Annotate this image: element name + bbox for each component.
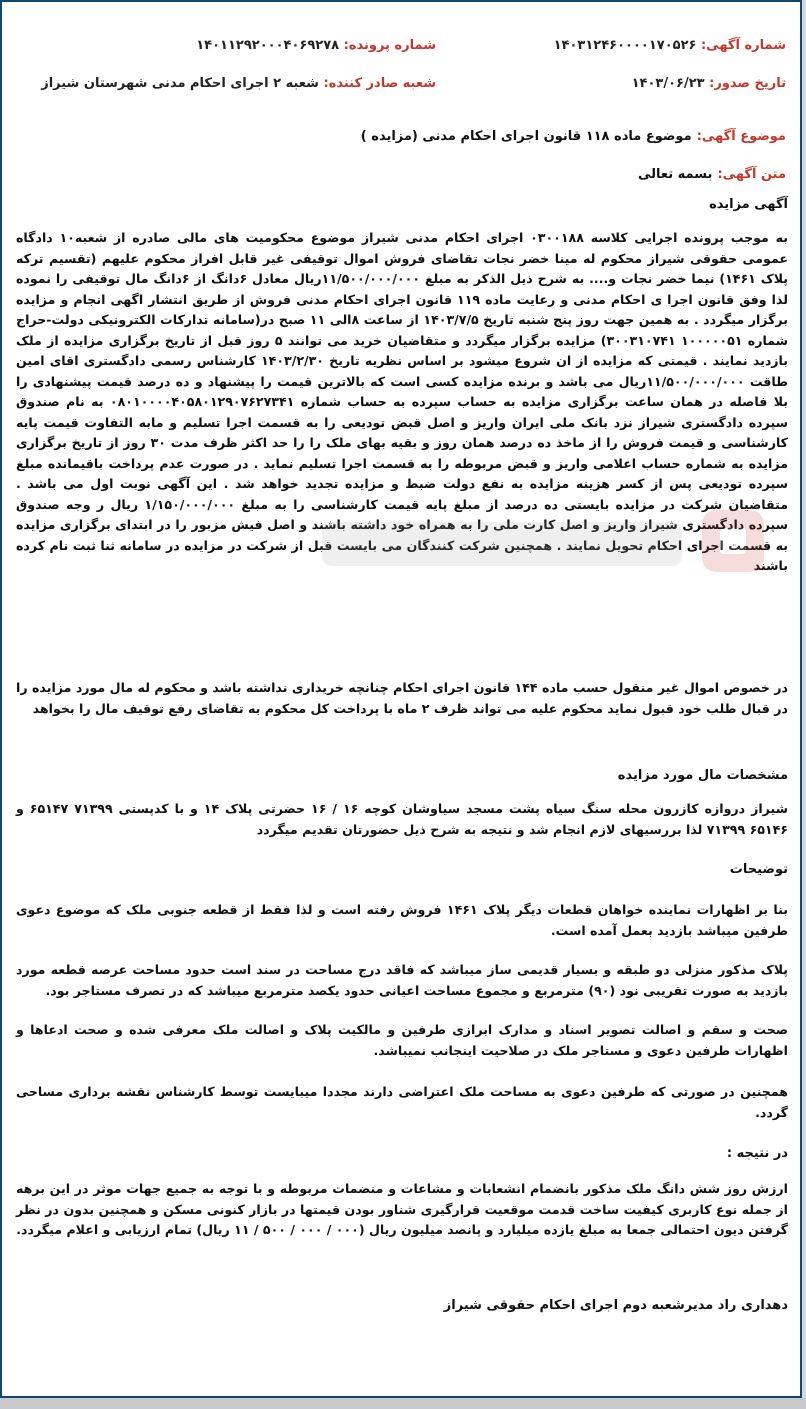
issue-date-label: تاریخ صدور: <box>709 76 786 91</box>
result-heading: در نتیجه : <box>726 1146 788 1161</box>
signature: دهداری راد مدیرشعبه دوم اجرای احکام حقوقی شیراز <box>443 1298 788 1313</box>
case-number-label: شماره پرونده: <box>343 38 436 53</box>
subject-label: موضوع آگهی: <box>696 129 786 144</box>
result-text: ارزش روز شش دانگ ملک مذکور بانضمام انشعابات و مشاعات و منضمات مربوطه و با توجه به جمیع جهات موثر در این برهه از جمله نوع کاربری کیفیت ساخت قدمت موقعیت قرارگیری شناور بودن قیمتها در بازار کنونی مسکن و همچنین بدون در نظر گرفتن دیون احتمالی جمعا به مبلغ یازده میلیارد و پانصد میلیون ریال (۰۰۰ / ۰۰۰ / ۵۰۰ / ۱۱ ریال) تمام ارزیابی و اعلام میگردد. <box>16 1181 788 1237</box>
note-2: پلاک مذکور منزلی دو طبقه و بسیار قدیمی ساز میباشد که فاقد درج مساحت در سند است حدود مساحت عرصه قطعه مورد بازدید به صورت تقریبی نود (۹۰) مترمربع و مجموع مساحت اعیانی حدود یکصد مترمربع میباشد که در تصرف مستاجر بود. <box>16 962 788 998</box>
case-number-row <box>196 38 436 53</box>
property-heading: مشخصات مال مورد مزایده <box>617 768 788 783</box>
note-1: بنا بر اظهارات نماینده خواهان قطعات دیگر پلاک ۱۴۶۱ فروش رفته است و لذا فقط از قطعه جنوبی ملک که موضوع دعوی طرفین میباشد بازدید بعمل آمده است. <box>16 902 789 938</box>
case-number-value: ۱۴۰۱۱۲۹۲۰۰۰۴۰۶۹۲۷۸ <box>196 38 340 53</box>
note-4: همچنین در صورتی که طرفین دعوی به مساحت ملک اعتراضی دارند مجددا میبایست توسط کارشناس نقشه برداری مساحی گردد. <box>16 1084 788 1120</box>
property-text: شیراز دروازه کازرون محله سنگ سیاه پشت مسجد سیاوشان کوچه ۱۶ / ۱۶ حضرتی پلاک ۱۴ و با کدپستی ۷۱۳۹۹ ۶۵۱۴۷ و ۶۵۱۴۶ ۷۱۳۹۹ لذا بررسیهای لازم انجام شد و نتیجه به شرح ذیل حضورتان تقدیم میگردد <box>16 801 788 837</box>
issue-date-row <box>632 76 786 91</box>
ad-number-row <box>554 38 786 53</box>
issuing-branch-value: شعبه ۲ اجرای احکام مدنی شهرستان شیراز <box>41 76 319 91</box>
text-row <box>16 163 786 182</box>
article-144-paragraph: در خصوص اموال غیر منقول حسب ماده ۱۴۴ قانون اجرای احکام چنانچه خریداری نداشته باشد و محکوم له مال مورد مزایده را در قبال طلب خود قبول نماید محکوم علیه می تواند ظرف ۲ ماه با پرداخت کل محکوم به تقاضای رفع توقیف مال را بخواهد <box>16 680 788 716</box>
issue-date-value: ۱۴۰۳/۰۶/۲۳ <box>631 76 705 91</box>
notes-heading: توضیحات <box>729 862 788 877</box>
bottom-scroll-area <box>0 1398 806 1409</box>
issuing-branch-row <box>41 76 436 91</box>
ad-number-label: شماره آگهی: <box>700 38 786 53</box>
text-label: متن آگهی: <box>717 167 786 182</box>
notice-title: آگهی مزایده <box>709 197 788 212</box>
note-3: صحت و سقم و اصالت تصویر اسناد و مدارک ابرازی طرفین و مالکیت پلاک و اصالت ملک معرفی شده و صحت ادعاها و اظهارات طرفین دعوی و مستاجر ملک در صلاحیت اینجانب نمیباشد. <box>16 1022 788 1058</box>
issuing-branch-label: شعبه صادر کننده: <box>323 76 436 91</box>
subject-row <box>16 125 786 144</box>
subject-value: موضوع ماده ۱۱۸ قانون اجرای احکام مدنی (مزایده ) <box>360 129 692 144</box>
text-intro: بسمه تعالی <box>638 167 713 182</box>
main-paragraph: به موجب پرونده اجرایی کلاسه ۰۳۰۰۱۸۸ اجرای احکام مدنی شیراز موضوع محکومیت های مالی صادره از شعبه۱۰ دادگاه عمومی حقوقی شیراز محکوم له مینا خضر نجات تقاضای فروش اموال توقیفی غیر قابل افراز محکوم علیهم (تقسیم ترکه پلاک ۱۴۶۱) نیما خضر نجات و.... به شرح ذیل الذکر به مبلغ ۱۱/۵۰۰/۰۰۰/۰۰۰ریال معادل ۶دانگ از ۶دانگ مال توقیفی را نموده لذا وفق قانون اجرا ی احکام مدنی و رعایت ماده ۱۱۹ قانون اجرای احکام مدنی فروش از طریق انتشار اگهی انجام و مزایده برگزار میگردد . به همین جهت روز پنج شنبه تاریخ ۱۴۰۳/۷/۵ از ساعت ۸الی ۱۱ صبح در(سامانه تدارکات الکترونیکی دولت-حراج شماره ۱۰۰۰۰۰۵۱ ۳۰۰۳۱۰۷۴۱) مزایده برگزار میگردد و متقاضیان خرید می توانند ۵ روز قبل از تاریخ برگزاری مزایده از ملک بازدید نمایند . قیمتی که مزایده از ان شروع میشود بر اساس نظریه تاریخ ۱۴۰۳/۲/۳۰ کارشناس رسمی دادگستری اقای امین طاقت ۱۱/۵۰۰/۰۰۰/۰۰۰ریال می باشد و برنده مزایده کسی است که بالاترین قیمت را پیشنهاد و ده درصد قیمت پیشنهادی را بلا فاصله در همان ساعت برگزاری مزایده به حساب سپرده به حساب شماره ۰۸۰۱۰۰۰۰۴۰۵۸۰۱۲۹۰۷۶۲۷۳۴۱ به نام صندوق سپرده دادگستری شیراز نزد بانک ملی ایران واریز و اصل قبض تودیعی را به قسمت اجرا تسلیم و مابه التفاوت قیمت پایه کارشناسی و قیمت فروش را از ماخذ ده درصد همان روز و بقیه بهای ملک را را حد اکثر ظرف مدت ۳۰ روز از تاریخ برگزاری مزایده به شماره حساب اعلامی واریز و قبض مربوطه را به قسمت اجرا تسلیم نماید . در صورت عدم پرداخت باقیمانده مبلغ سپرده تودیعی پس از کسر هزینه مزایده به نفع دولت ضبط و مزایده تجدید خواهد شد . این آگهی نوبت اول می باشد . متقاضیان شرکت در مزایده بایستی ده درصد از مبلغ پایه قیمت کارشناسی را به مبلغ ۱/۱۵۰/۰۰۰/۰۰۰ ریال ر وجه صندوق سپرده دادگستری شیراز واریز و اصل کارت ملی را به همراه خود داشته باشند و اصل فیش مزبور را در ابتدای برگزاری مزایده به قسمت اجرای احکام تحویل نمایند . همچنین شرکت کنندگان می بایست قبل از شرکت در مزایده در سامانه ثنا ثبت نام کرده باشند <box>16 230 789 573</box>
ad-number-value: ۱۴۰۳۱۲۴۶۰۰۰۰۱۷۰۵۲۶ <box>553 38 697 53</box>
